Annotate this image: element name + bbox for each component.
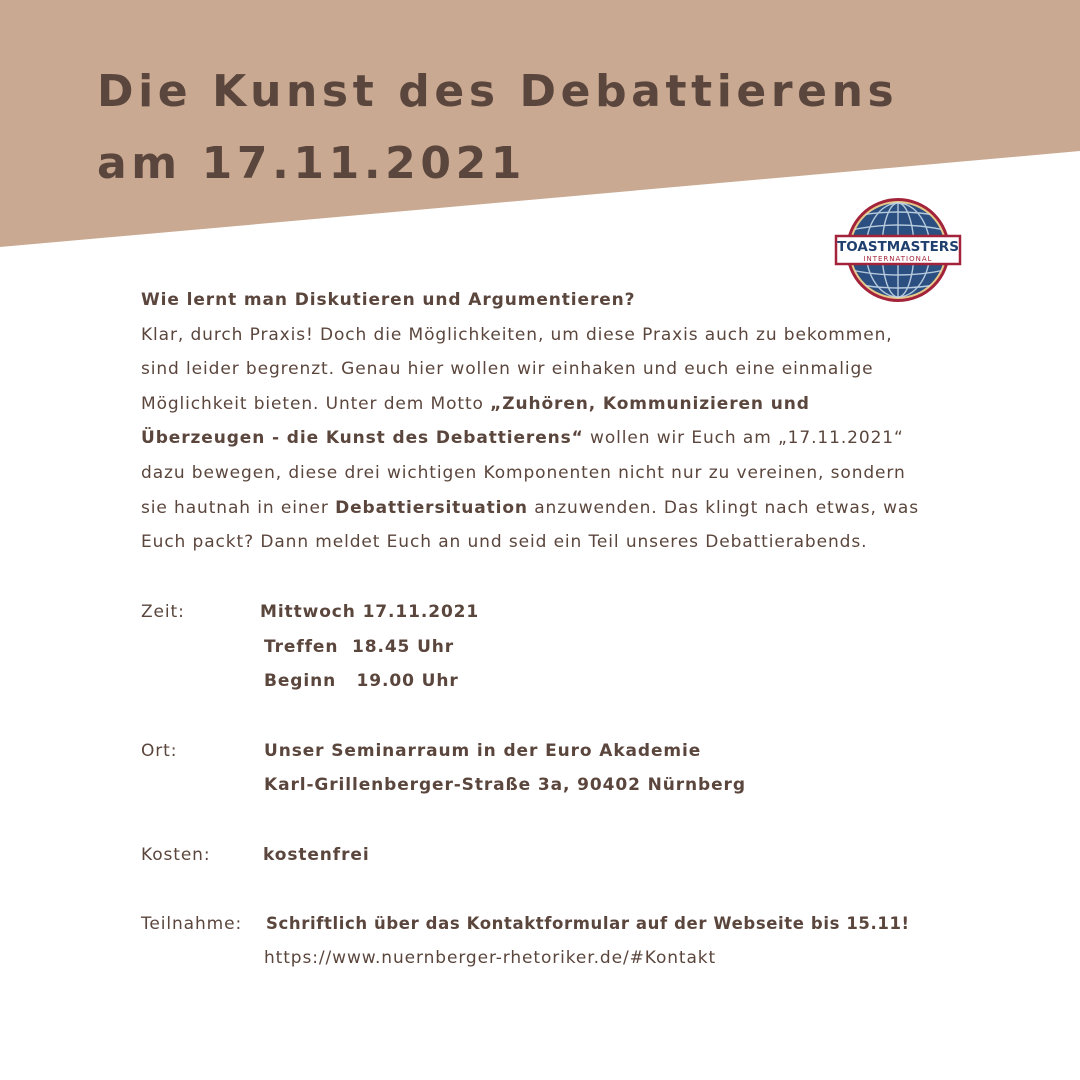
- intro-segment: anzuwenden. Das klingt nach etwas, was: [527, 497, 919, 518]
- logo-wordmark: TOASTMASTERS: [837, 239, 959, 255]
- intro-line: [141, 421, 981, 456]
- intro-line: sind leider begrenzt. Genau hier wollen wir einhaken und euch eine einmalige: [141, 359, 874, 380]
- zeit-meeting-time: Treffen 18.45 Uhr: [264, 637, 455, 657]
- intro-question: Wie lernt man Diskutieren und Argumentieren?: [141, 290, 636, 310]
- intro-line: Euch packt? Dann meldet Euch an und seid ein Teil unseres Debattierabends.: [141, 532, 868, 553]
- ort-address: Karl-Grillenberger-Straße 3a, 90402 Nürnberg: [264, 775, 746, 795]
- intro-line: dazu bewegen, diese drei wichtigen Komponenten nicht nur zu vereinen, sondern: [141, 462, 906, 483]
- zeit-label: Zeit:: [141, 602, 185, 622]
- zeit-date: Mittwoch 17.11.2021: [260, 602, 480, 622]
- intro-line: Klar, durch Praxis! Doch die Möglichkeiten, um diese Praxis auch zu bekommen,: [141, 324, 893, 345]
- motto-text: „Zuhören, Kommunizieren und: [490, 393, 810, 414]
- title-line-1: Die Kunst des Debattierens: [97, 66, 899, 117]
- contact-link[interactable]: https://www.nuernberger-rhetoriker.de/#Kontakt: [264, 948, 717, 968]
- intro-segment: sie hautnah in einer: [141, 497, 336, 518]
- teilnahme-value: Schriftlich über das Kontaktformular auf der Webseite bis 15.11!: [266, 914, 910, 933]
- intro-segment: wollen wir Euch am „17.11.2021“: [583, 428, 904, 449]
- title-line-2: am 17.11.2021: [97, 138, 527, 189]
- logo-subtext: INTERNATIONAL: [863, 255, 933, 263]
- teilnahme-label: Teilnahme:: [141, 914, 243, 934]
- intro-text: [141, 283, 981, 560]
- page-title: [97, 56, 898, 200]
- zeit-start-time: Beginn 19.00 Uhr: [264, 671, 459, 691]
- intro-line: [141, 491, 981, 526]
- kosten-label: Kosten:: [141, 845, 211, 865]
- ort-place: Unser Seminarraum in der Euro Akademie: [264, 741, 702, 761]
- motto-text: Überzeugen - die Kunst des Debattierens“: [141, 428, 584, 449]
- ort-label: Ort:: [141, 741, 178, 761]
- intro-line: [141, 387, 981, 422]
- intro-segment: Möglichkeit bieten. Unter dem Motto: [141, 393, 491, 414]
- highlight-text: Debattiersituation: [335, 497, 528, 518]
- kosten-value: kostenfrei: [263, 845, 370, 865]
